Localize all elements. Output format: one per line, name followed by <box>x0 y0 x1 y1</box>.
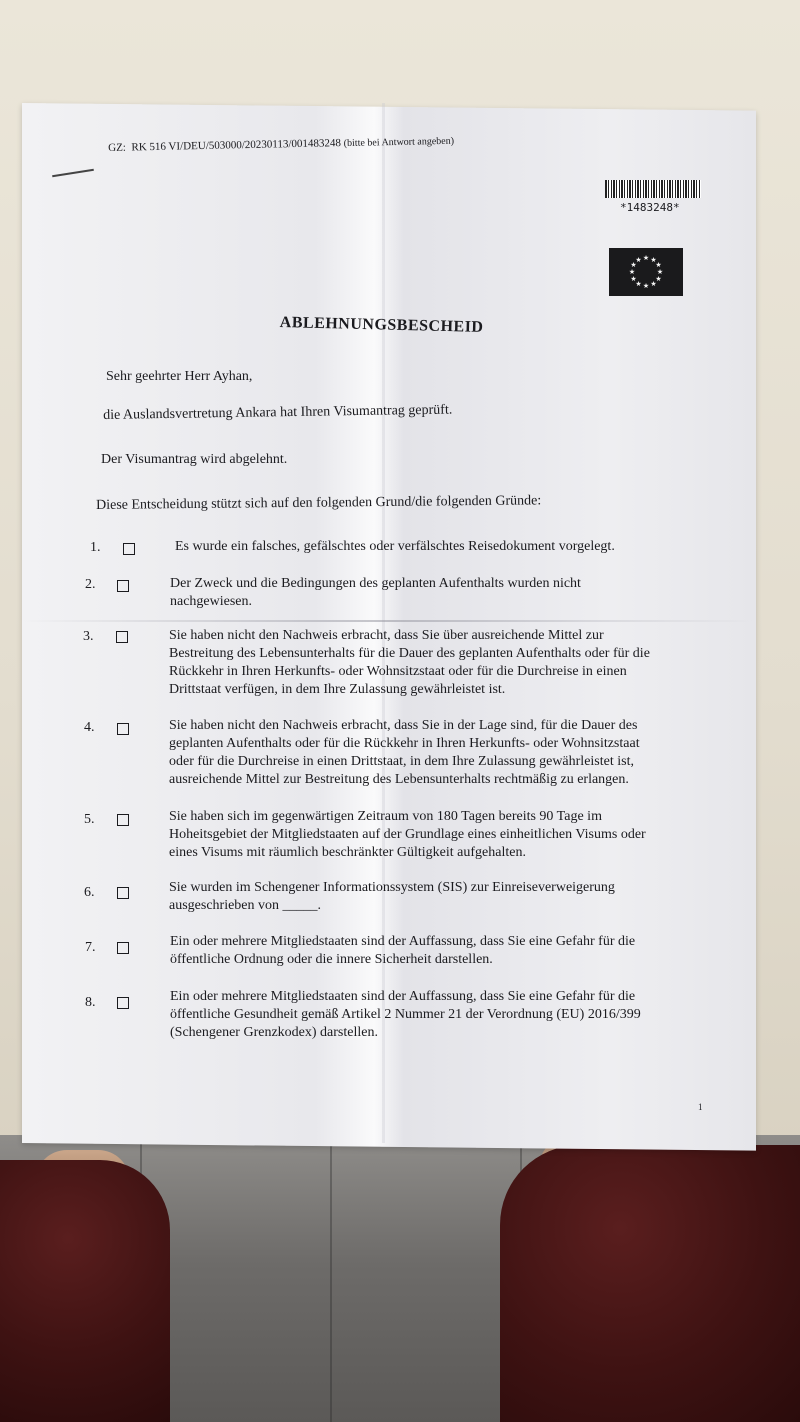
reason-checkbox[interactable] <box>123 543 135 555</box>
reason-line: Drittstaat verfügen, in dem Ihre Zulassung gewährleistet ist. <box>169 682 506 697</box>
reason-text-2 <box>170 575 581 611</box>
document-title: ABLEHNUNGSBESCHEID <box>279 314 484 336</box>
reason-line: nachgewiesen. <box>170 594 253 609</box>
reason-line: Ein oder mehrere Mitgliedstaaten sind der Auffassung, dass Sie eine Gefahr für die <box>170 989 636 1004</box>
reference-number: RK 516 VI/DEU/503000/20230113/001483248 <box>131 137 342 154</box>
reason-text-1 <box>175 538 615 556</box>
reason-line: eines Visums mit räumlich beschränkter Gültigkeit aufgehalten. <box>169 845 526 860</box>
paragraph-review: die Auslandsvertretung Ankara hat Ihren Visumantrag geprüft. <box>103 402 453 423</box>
reason-checkbox[interactable] <box>117 580 129 592</box>
reason-number: 2. <box>85 577 96 592</box>
reason-text-5 <box>169 808 646 862</box>
svg-text:★: ★ <box>642 254 650 262</box>
reason-number: 1. <box>90 540 101 555</box>
reference-note: (bitte bei Antwort angeben) <box>343 135 455 150</box>
reason-checkbox[interactable] <box>116 631 128 643</box>
paragraph-grounds: Diese Entscheidung stützt sich auf den folgenden Grund/die folgenden Gründe: <box>96 493 542 513</box>
reason-line: Der Zweck und die Bedingungen des geplanten Aufenthalts wurden nicht <box>170 576 581 591</box>
reason-line: ausreichende Mittel zur Bestreitung des Lebensunterhalts rechtmäßig zu erlangen. <box>169 772 629 787</box>
reason-text-6 <box>169 879 615 915</box>
floor-plank-line <box>330 1135 332 1422</box>
reason-line: geplanten Aufenthalts oder für die Rückkehr in Ihren Herkunfts- oder Wohnsitzstaat <box>169 736 640 751</box>
svg-text:★: ★ <box>656 268 664 276</box>
reason-line: Sie haben sich im gegenwärtigen Zeitraum von 180 Tagen bereits 90 Tage im <box>169 809 602 824</box>
reason-checkbox[interactable] <box>117 723 129 735</box>
reason-number: 8. <box>85 995 96 1010</box>
vertical-fold <box>382 103 385 1143</box>
reason-number: 4. <box>84 720 95 735</box>
svg-text:★: ★ <box>655 275 662 283</box>
horizontal-fold <box>22 620 756 622</box>
reason-line: Ein oder mehrere Mitgliedstaaten sind der Auffassung, dass Sie eine Gefahr für die <box>170 934 636 949</box>
gz-label: GZ: <box>108 141 127 154</box>
reason-checkbox[interactable] <box>117 942 129 954</box>
page-number: 1 <box>698 1102 703 1112</box>
left-leg <box>0 1160 170 1422</box>
eu-flag-icon <box>609 248 683 296</box>
reason-line: Sie haben nicht den Nachweis erbracht, dass Sie in der Lage sind, für die Dauer des <box>169 718 638 733</box>
reason-text-7 <box>170 933 635 969</box>
reason-number: 6. <box>84 885 95 900</box>
reason-line: (Schengener Grenzkodex) darstellen. <box>170 1025 378 1040</box>
svg-text:★: ★ <box>642 282 650 290</box>
reason-number: 5. <box>84 812 95 827</box>
paragraph-rejected: Der Visumantrag wird abgelehnt. <box>101 452 288 467</box>
barcode <box>605 180 701 198</box>
reason-line: Es wurde ein falsches, gefälschtes oder verfälschtes Reisedokument vorgelegt. <box>175 539 615 554</box>
reason-checkbox[interactable] <box>117 814 129 826</box>
svg-text:★: ★ <box>650 280 657 288</box>
barcode-number: *1483248* <box>620 201 680 214</box>
reason-line: oder für die Durchreise in einen Drittstaat, in dem Ihre Zulassung gewährleistet ist, <box>169 754 634 769</box>
reason-line: Sie haben nicht den Nachweis erbracht, dass Sie über ausreichende Mittel zur <box>169 628 604 643</box>
reason-line: Bestreitung des Lebensunterhalts für die Dauer des geplanten Aufenthalts oder für die <box>169 646 650 661</box>
right-leg <box>500 1145 800 1422</box>
reason-text-3 <box>169 627 650 699</box>
svg-text:★: ★ <box>630 275 637 283</box>
reason-checkbox[interactable] <box>117 997 129 1009</box>
svg-text:★: ★ <box>628 268 636 276</box>
svg-text:★: ★ <box>650 256 657 264</box>
svg-text:★: ★ <box>635 280 642 288</box>
reason-number: 3. <box>83 629 94 644</box>
reason-text-8 <box>170 988 641 1042</box>
svg-text:★: ★ <box>655 261 662 269</box>
reason-line: Hoheitsgebiet der Mitgliedstaaten auf der Grundlage eines einheitlichen Visums oder <box>169 827 646 842</box>
reason-line: öffentliche Gesundheit gemäß Artikel 2 Nummer 21 der Verordnung (EU) 2016/399 <box>170 1007 641 1022</box>
svg-text:★: ★ <box>635 256 642 264</box>
greeting: Sehr geehrter Herr Ayhan, <box>106 369 253 384</box>
reason-checkbox[interactable] <box>117 887 129 899</box>
reason-text-4 <box>169 717 640 789</box>
reason-line: öffentliche Ordnung oder die innere Sicherheit darstellen. <box>170 952 493 967</box>
reason-line: Sie wurden im Schengener Informationssystem (SIS) zur Einreiseverweigerung <box>169 880 615 895</box>
reason-line: ausgeschrieben von _____. <box>169 898 322 913</box>
reason-number: 7. <box>85 940 96 955</box>
svg-text:★: ★ <box>630 261 637 269</box>
reason-line: Rückkehr in Ihren Herkunfts- oder Wohnsitzstaat oder für die Durchreise in einen <box>169 664 627 679</box>
